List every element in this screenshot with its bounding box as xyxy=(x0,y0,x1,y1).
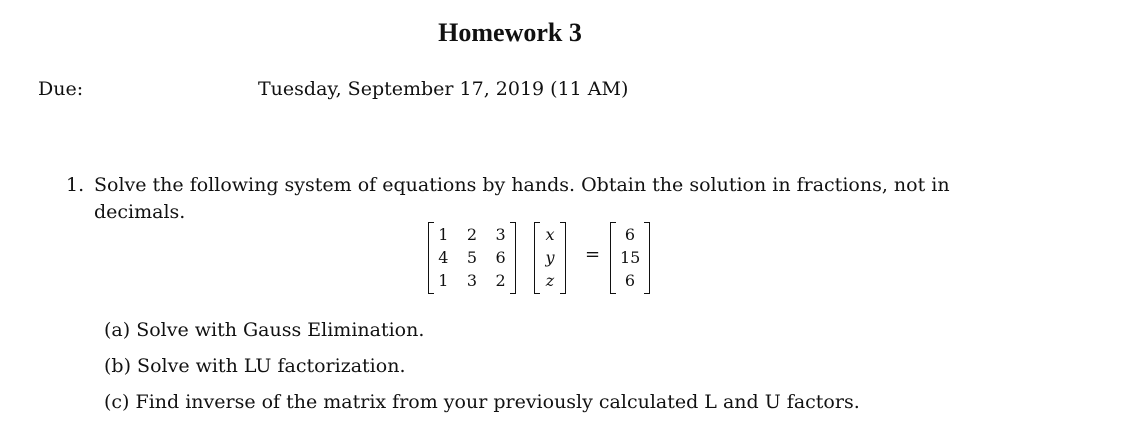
problem-text-line-2: decimals. xyxy=(94,201,186,223)
unknown-vector xyxy=(534,222,566,294)
matrix-cell: 4 xyxy=(438,248,449,267)
part-label: (a) xyxy=(104,319,131,341)
problem-number: 1. xyxy=(66,174,85,196)
part-c xyxy=(104,391,860,413)
part-text: Find inverse of the matrix from your previously calculated L and U factors. xyxy=(135,391,860,413)
vector-cell: z xyxy=(545,271,555,290)
matrix-cell: 3 xyxy=(495,225,506,244)
matrix-cell: 1 xyxy=(438,271,449,290)
vector-cell: 6 xyxy=(624,271,636,290)
matrix-row xyxy=(429,225,515,245)
page-title: Homework 3 xyxy=(438,18,582,47)
vector-cell: 15 xyxy=(620,248,641,267)
rhs-vector xyxy=(610,222,650,294)
matrix-cell: 6 xyxy=(495,248,506,267)
part-label: (c) xyxy=(104,391,130,413)
problem-text-line-1: Solve the following system of equations by hands. Obtain the solution in fractions, not in xyxy=(94,174,950,196)
equals-sign: = xyxy=(585,244,601,265)
matrix-cell: 1 xyxy=(438,225,449,244)
vector-cell: 6 xyxy=(624,225,636,244)
vector-cell: x xyxy=(545,225,555,244)
part-text: Solve with LU factorization. xyxy=(137,355,406,377)
part-label: (b) xyxy=(104,355,131,377)
vector-cell: y xyxy=(545,248,555,267)
matrix-cell: 2 xyxy=(495,271,506,290)
matrix-cell: 5 xyxy=(466,248,478,267)
matrix-cell: 2 xyxy=(466,225,478,244)
coefficient-matrix xyxy=(428,222,516,294)
due-label: Due: xyxy=(38,78,84,100)
part-b xyxy=(104,355,405,377)
part-a xyxy=(104,319,424,341)
matrix-row xyxy=(429,271,515,291)
due-date: Tuesday, September 17, 2019 (11 AM) xyxy=(258,78,629,100)
matrix-cell: 3 xyxy=(466,271,478,290)
part-text: Solve with Gauss Elimination. xyxy=(136,319,425,341)
matrix-row xyxy=(429,248,515,268)
